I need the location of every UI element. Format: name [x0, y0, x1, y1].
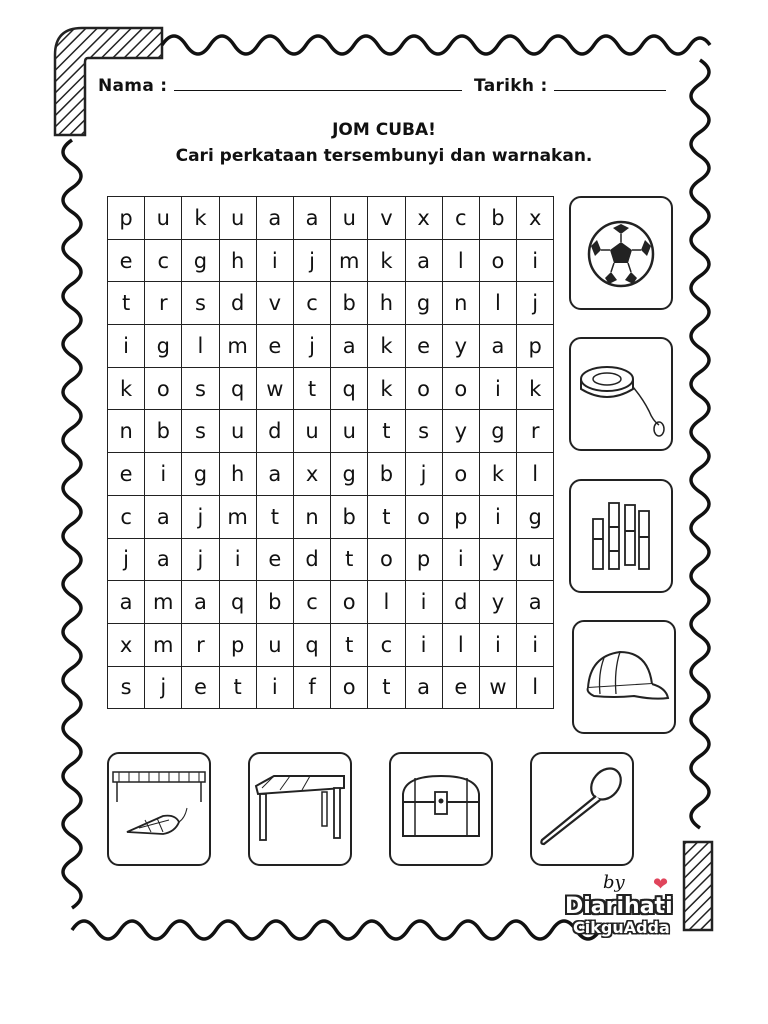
grid-cell[interactable]: a: [480, 325, 517, 368]
grid-cell[interactable]: t: [331, 539, 368, 582]
yoyo-picture: [569, 337, 673, 451]
grid-cell[interactable]: a: [331, 325, 368, 368]
grid-cell[interactable]: j: [182, 496, 219, 539]
grid-cell[interactable]: j: [406, 453, 443, 496]
grid-cell[interactable]: i: [480, 368, 517, 411]
grid-cell[interactable]: p: [220, 624, 257, 667]
grid-cell[interactable]: i: [220, 539, 257, 582]
grid-cell[interactable]: i: [480, 496, 517, 539]
grid-cell[interactable]: b: [145, 410, 182, 453]
grid-cell[interactable]: f: [294, 667, 331, 710]
grid-cell[interactable]: k: [368, 325, 405, 368]
grid-cell[interactable]: t: [368, 667, 405, 710]
grid-cell[interactable]: p: [406, 539, 443, 582]
grid-cell[interactable]: t: [368, 410, 405, 453]
grid-cell[interactable]: j: [145, 667, 182, 710]
grid-cell[interactable]: u: [220, 197, 257, 240]
grid-cell[interactable]: k: [368, 368, 405, 411]
grid-cell[interactable]: e: [257, 325, 294, 368]
grid-cell[interactable]: d: [443, 581, 480, 624]
grid-cell[interactable]: y: [443, 325, 480, 368]
grid-cell[interactable]: e: [406, 325, 443, 368]
grid-cell[interactable]: j: [182, 539, 219, 582]
grid-cell[interactable]: r: [517, 410, 554, 453]
grid-cell[interactable]: o: [443, 453, 480, 496]
grid-cell[interactable]: i: [257, 667, 294, 710]
date-blank[interactable]: [554, 76, 666, 91]
grid-cell[interactable]: y: [480, 581, 517, 624]
grid-cell[interactable]: t: [108, 282, 145, 325]
grid-cell[interactable]: u: [294, 410, 331, 453]
grid-cell[interactable]: i: [257, 240, 294, 283]
grid-cell[interactable]: d: [220, 282, 257, 325]
grid-cell[interactable]: p: [443, 496, 480, 539]
grid-cell[interactable]: o: [368, 539, 405, 582]
name-field[interactable]: [98, 76, 462, 96]
instruction: Cari perkataan tersembunyi dan warnakan.: [175, 146, 593, 166]
grid-cell[interactable]: a: [182, 581, 219, 624]
grid-cell[interactable]: g: [406, 282, 443, 325]
grid-cell[interactable]: d: [257, 410, 294, 453]
grid-cell[interactable]: k: [517, 368, 554, 411]
grid-cell[interactable]: l: [182, 325, 219, 368]
soccer-ball-icon: [571, 198, 671, 308]
grid-cell[interactable]: s: [182, 410, 219, 453]
grid-cell[interactable]: o: [443, 368, 480, 411]
grid-cell[interactable]: l: [480, 282, 517, 325]
grid-cell[interactable]: h: [220, 453, 257, 496]
grid-cell[interactable]: j: [294, 240, 331, 283]
grid-cell[interactable]: t: [368, 496, 405, 539]
grid-cell[interactable]: j: [517, 282, 554, 325]
bamboo-sticks-icon: [571, 481, 671, 591]
grid-cell[interactable]: c: [294, 282, 331, 325]
grid-cell[interactable]: b: [331, 496, 368, 539]
grid-cell[interactable]: a: [406, 240, 443, 283]
name-label: Nama :: [98, 76, 168, 96]
grid-cell[interactable]: w: [257, 368, 294, 411]
grid-cell[interactable]: e: [257, 539, 294, 582]
grid-cell[interactable]: l: [517, 453, 554, 496]
grid-cell[interactable]: o: [406, 496, 443, 539]
grid-cell[interactable]: s: [406, 410, 443, 453]
date-field[interactable]: [474, 76, 666, 96]
grid-cell[interactable]: s: [182, 282, 219, 325]
grid-cell[interactable]: h: [368, 282, 405, 325]
grid-cell[interactable]: g: [182, 240, 219, 283]
grid-cell[interactable]: i: [406, 624, 443, 667]
grid-cell[interactable]: u: [331, 197, 368, 240]
grid-cell[interactable]: s: [108, 667, 145, 710]
grid-cell[interactable]: n: [294, 496, 331, 539]
grid-cell[interactable]: q: [294, 624, 331, 667]
grid-cell[interactable]: l: [443, 624, 480, 667]
grid-cell[interactable]: c: [294, 581, 331, 624]
grid-cell[interactable]: u: [257, 624, 294, 667]
grid-cell[interactable]: n: [443, 282, 480, 325]
grid-cell[interactable]: l: [368, 581, 405, 624]
treasure-chest-picture: [389, 752, 493, 866]
grid-cell[interactable]: m: [145, 581, 182, 624]
grid-cell[interactable]: r: [182, 624, 219, 667]
grid-cell[interactable]: e: [108, 453, 145, 496]
grid-cell[interactable]: b: [480, 197, 517, 240]
grid-cell[interactable]: q: [220, 581, 257, 624]
grid-cell[interactable]: o: [331, 581, 368, 624]
grid-cell[interactable]: x: [108, 624, 145, 667]
cap-icon: [574, 622, 674, 732]
grid-cell[interactable]: e: [182, 667, 219, 710]
grid-cell[interactable]: t: [294, 368, 331, 411]
grid-cell[interactable]: m: [145, 624, 182, 667]
grid-cell[interactable]: s: [182, 368, 219, 411]
grid-cell[interactable]: c: [145, 240, 182, 283]
table-picture: [248, 752, 352, 866]
grid-cell[interactable]: b: [368, 453, 405, 496]
spoon-icon: [532, 754, 632, 864]
grid-cell[interactable]: o: [145, 368, 182, 411]
grid-cell[interactable]: k: [182, 197, 219, 240]
grid-cell[interactable]: o: [406, 368, 443, 411]
grid-cell[interactable]: i: [443, 539, 480, 582]
grid-cell[interactable]: j: [294, 325, 331, 368]
grid-cell[interactable]: l: [443, 240, 480, 283]
grid-cell[interactable]: e: [108, 240, 145, 283]
name-blank[interactable]: [174, 76, 462, 91]
grid-cell[interactable]: d: [294, 539, 331, 582]
cap-picture: [572, 620, 676, 734]
grid-cell[interactable]: p: [108, 197, 145, 240]
spoon-picture: [530, 752, 634, 866]
grid-cell[interactable]: k: [108, 368, 145, 411]
grid-cell[interactable]: a: [517, 581, 554, 624]
grid-cell[interactable]: a: [294, 197, 331, 240]
grid-cell[interactable]: g: [480, 410, 517, 453]
grid-cell[interactable]: m: [220, 496, 257, 539]
grid-cell[interactable]: v: [368, 197, 405, 240]
soccer-ball-picture: [569, 196, 673, 310]
grid-cell[interactable]: x: [517, 197, 554, 240]
grid-cell[interactable]: n: [108, 410, 145, 453]
boat-jetty-icon: [109, 754, 209, 864]
grid-cell[interactable]: h: [220, 240, 257, 283]
grid-cell[interactable]: i: [517, 240, 554, 283]
page-title: JOM CUBA!: [332, 120, 436, 140]
grid-cell[interactable]: u: [331, 410, 368, 453]
grid-cell[interactable]: u: [517, 539, 554, 582]
grid-cell[interactable]: q: [331, 368, 368, 411]
grid-cell[interactable]: g: [331, 453, 368, 496]
grid-cell[interactable]: g: [517, 496, 554, 539]
yoyo-icon: [571, 339, 671, 449]
grid-cell[interactable]: x: [294, 453, 331, 496]
boat-jetty-picture: [107, 752, 211, 866]
grid-cell[interactable]: a: [257, 453, 294, 496]
grid-cell[interactable]: a: [406, 667, 443, 710]
date-label: Tarikh :: [474, 76, 548, 96]
credit-by: by: [603, 872, 625, 893]
heart-icon: ❤: [653, 874, 669, 895]
grid-cell[interactable]: k: [480, 453, 517, 496]
grid-cell[interactable]: k: [368, 240, 405, 283]
grid-cell[interactable]: u: [220, 410, 257, 453]
grid-cell[interactable]: u: [145, 197, 182, 240]
grid-cell[interactable]: p: [517, 325, 554, 368]
grid-cell[interactable]: c: [368, 624, 405, 667]
grid-cell[interactable]: y: [480, 539, 517, 582]
grid-cell[interactable]: a: [145, 539, 182, 582]
grid-cell[interactable]: l: [517, 667, 554, 710]
grid-cell[interactable]: b: [331, 282, 368, 325]
credit-brand: Diarihati: [565, 894, 673, 919]
grid-cell[interactable]: t: [257, 496, 294, 539]
treasure-chest-icon: [391, 754, 491, 864]
grid-cell[interactable]: m: [331, 240, 368, 283]
grid-cell[interactable]: i: [480, 624, 517, 667]
grid-cell[interactable]: m: [220, 325, 257, 368]
grid-cell[interactable]: g: [145, 325, 182, 368]
watermark-logo: [565, 872, 715, 942]
grid-cell[interactable]: i: [108, 325, 145, 368]
bamboo-sticks-picture: [569, 479, 673, 593]
grid-cell[interactable]: i: [406, 581, 443, 624]
grid-cell[interactable]: o: [480, 240, 517, 283]
grid-cell[interactable]: t: [331, 624, 368, 667]
grid-cell[interactable]: a: [108, 581, 145, 624]
grid-cell[interactable]: q: [220, 368, 257, 411]
grid-cell[interactable]: e: [443, 667, 480, 710]
grid-cell[interactable]: g: [182, 453, 219, 496]
table-icon: [250, 754, 350, 864]
grid-cell[interactable]: o: [331, 667, 368, 710]
grid-cell[interactable]: y: [443, 410, 480, 453]
grid-cell[interactable]: v: [257, 282, 294, 325]
grid-cell[interactable]: c: [443, 197, 480, 240]
grid-cell[interactable]: r: [145, 282, 182, 325]
grid-cell[interactable]: i: [145, 453, 182, 496]
grid-cell[interactable]: a: [257, 197, 294, 240]
grid-cell[interactable]: x: [406, 197, 443, 240]
grid-cell[interactable]: j: [108, 539, 145, 582]
word-search-grid: [107, 196, 554, 709]
grid-cell[interactable]: a: [145, 496, 182, 539]
credit-sub: CikguAdda: [573, 918, 670, 937]
grid-cell[interactable]: i: [517, 624, 554, 667]
grid-cell[interactable]: b: [257, 581, 294, 624]
grid-cell[interactable]: t: [220, 667, 257, 710]
grid-cell[interactable]: w: [480, 667, 517, 710]
grid-cell[interactable]: c: [108, 496, 145, 539]
